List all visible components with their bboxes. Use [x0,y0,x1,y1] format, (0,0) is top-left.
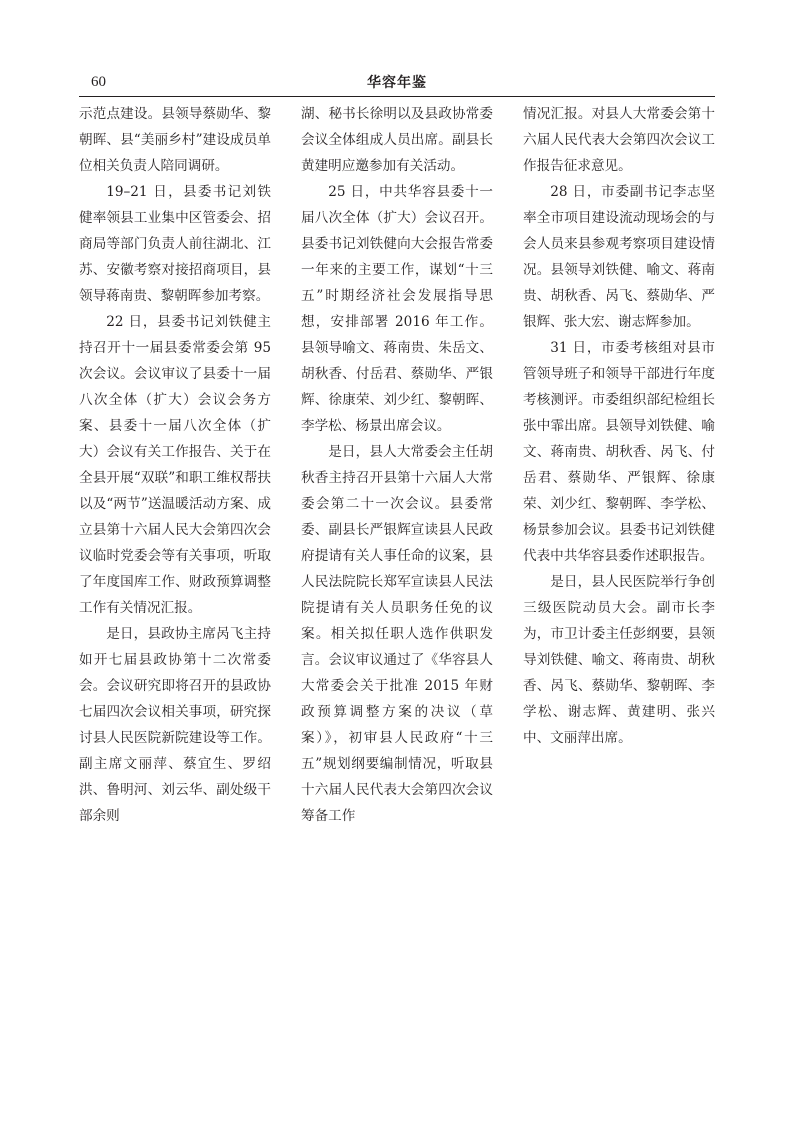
paragraph: 19–21 日，县委书记刘铁健率领县工业集中区管委会、招商局等部门负责人前往湖北、江苏、安徽考察对接招商项目，县领导蒋南贵、黎朝晖参加考察。 [79,184,271,304]
paragraph: 是日，县政协主席呙飞主持如开七届县政协第十二次常委会。会议研究即将召开的县政协七届四次会议相关事项，研究探讨县人民医院新院建设等工作。副主席文丽萍、蔡宜生、罗绍洪、鲁明河、刘云华、副处级干部余则 [79,626,271,824]
paragraph: 25 日，中共华容县委十一届八次全体（扩大）会议召开。县委书记刘铁健向大会报告常委一年来的主要工作，谋划“十三五”时期经济社会发展指导思想，安排部署 2016 年工作。县领导喻文、蒋南贵、朱岳文、胡秋香、付岳君、蔡勋华、严银辉、徐康荣、刘少红、黎朝晖、李学松、杨景出席会议。 [301,184,493,434]
page-number: 60 [91,74,106,90]
paragraph: 31 日，市委考核组对县市管领导班子和领导干部进行年度考核测评。市委组织部纪检组长张中霏出席。县领导刘铁健、喻文、蒋南贵、胡秋香、呙飞、付岳君、蔡勋华、严银辉、徐康荣、刘少红、黎朝晖、李学松、杨景参加会议。县委书记刘铁健代表中共华容县委作述职报告。 [523,340,715,564]
text-column-2 [301,101,493,829]
text-column-3 [523,101,715,751]
paragraph: 22 日，县委书记刘铁健主持召开十一届县委常委会第 95 次会议。会议审议了县委十一届八次全体（扩大）会议会务方案、县委十一届八次全体（扩大）会议有关工作报告、关于在全县开展“双联”和职工维权帮扶以及“两节”送温暖活动方案、成立县第十六届人民大会第四次会议临时党委会等有关事项，听取了年度国库工作、财政预算调整工作有关情况汇报。 [79,314,271,616]
paragraph: 示范点建设。县领导蔡勋华、黎朝晖、县“美丽乡村”建设成员单位相关负责人陪同调研。 [79,106,271,174]
paragraph: 情况汇报。对县人大常委会第十六届人民代表大会第四次会议工作报告征求意见。 [523,106,715,174]
page-header [79,70,715,97]
paragraph: 湖、秘书长徐明以及县政协常委会议全体组成人员出席。副县长黄建明应邀参加有关活动。 [301,106,493,174]
running-title: 华容年鉴 [367,75,427,91]
text-column-1 [79,101,271,829]
paragraph: 是日，县人民医院举行争创三级医院动员大会。副市长李为，市卫计委主任彭纲要，县领导刘铁健、喻文、蒋南贵、胡秋香、呙飞、蔡勋华、黎朝晖、李学松、谢志辉、黄建明、张兴中、文丽萍出席。 [523,574,715,746]
paragraph: 是日，县人大常委会主任胡秋香主持召开县第十六届人大常委会第二十一次会议。县委常委、副县长严银辉宣读县人民政府提请有关人事任命的议案，县人民法院院长郑军宣读县人民法院提请有关人员职务任免的议案。相关拟任职人选作供职发言。会议审议通过了《华容县人大常委会关于批准 2015 年财政预算调整方案的决议（草案）》，初审县人民政府“十三五”规划纲要编制情况，听取县十六届人民代表大会第四次会议筹备工作 [301,444,493,824]
paragraph: 28 日，市委副书记李志坚率全市项目建设流动现场会的与会人员来县参观考察项目建设情况。县领导刘铁健、喻文、蒋南贵、胡秋香、呙飞、蔡勋华、严银辉、张大宏、谢志辉参加。 [523,184,715,330]
